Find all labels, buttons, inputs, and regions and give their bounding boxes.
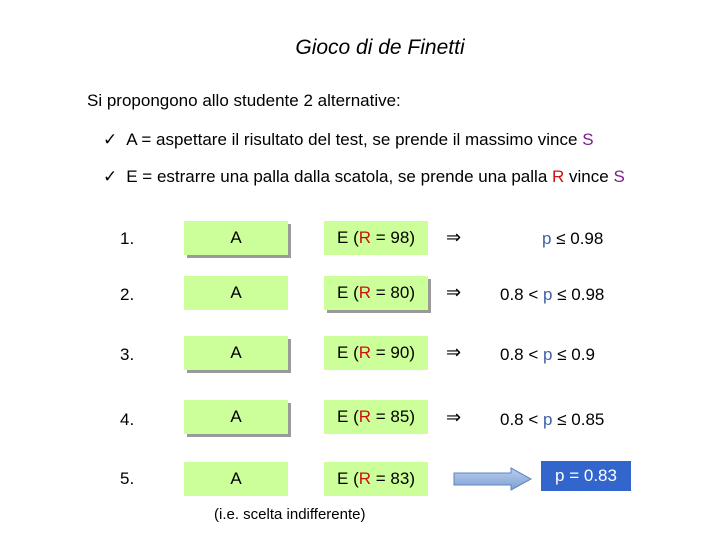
option-a-box: A xyxy=(184,462,288,496)
indifferent-note: (i.e. scelta indifferente) xyxy=(214,506,366,523)
row-number: 2. xyxy=(120,285,135,304)
bullet-a-prize: S xyxy=(582,130,594,149)
bullet-a-text: A = aspettare il risultato del test, se prende il massimo vince xyxy=(126,130,578,149)
implies-icon: ⇒ xyxy=(446,282,462,303)
row-result: 0.8 < p ≤ 0.98 xyxy=(500,285,605,304)
row-number: 3. xyxy=(120,345,135,364)
option-a-box: A xyxy=(184,400,288,434)
red-r: R xyxy=(358,228,372,247)
slide-title: Gioco di de Finetti xyxy=(295,36,465,59)
implies-icon: ⇒ xyxy=(446,342,462,363)
bullet-alternative-e xyxy=(103,167,625,187)
intro-text: Si propongono allo studente 2 alternative: xyxy=(87,91,401,110)
row-result: p ≤ 0.98 xyxy=(542,229,604,248)
bullet-e-text-1: E = estrarre una palla dalla scatola, se prende una palla xyxy=(126,167,548,186)
option-a-box: A xyxy=(184,221,288,255)
bullet-e-prize: S xyxy=(613,167,625,186)
option-e-box: E (R = 85) xyxy=(324,400,428,434)
right-arrow-icon xyxy=(453,467,533,491)
row-result: 0.8 < p ≤ 0.85 xyxy=(500,410,605,429)
row-result: 0.8 < p ≤ 0.9 xyxy=(500,345,595,364)
implies-icon: ⇒ xyxy=(446,407,462,428)
option-a-box: A xyxy=(184,276,288,310)
red-r: R xyxy=(358,283,372,302)
red-r: R xyxy=(358,407,372,426)
row-number: 5. xyxy=(120,469,135,488)
bullet-e-red-r: R xyxy=(552,167,565,186)
check-icon: ✓ xyxy=(103,130,118,149)
option-e-box: E (R = 98) xyxy=(324,221,428,255)
option-e-box: E (R = 83) xyxy=(324,462,428,496)
option-e-box: E (R = 90) xyxy=(324,336,428,370)
option-a-box: A xyxy=(184,336,288,370)
bullet-alternative-a xyxy=(103,130,594,150)
row-number: 1. xyxy=(120,229,135,248)
result-box: p = 0.83 xyxy=(541,461,631,491)
check-icon: ✓ xyxy=(103,167,118,186)
red-r: R xyxy=(358,343,372,362)
row-number: 4. xyxy=(120,410,135,429)
option-e-box: E (R = 80) xyxy=(324,276,428,310)
bullet-e-text-2: vince xyxy=(569,167,609,186)
red-r: R xyxy=(358,469,372,488)
implies-icon: ⇒ xyxy=(446,227,462,248)
